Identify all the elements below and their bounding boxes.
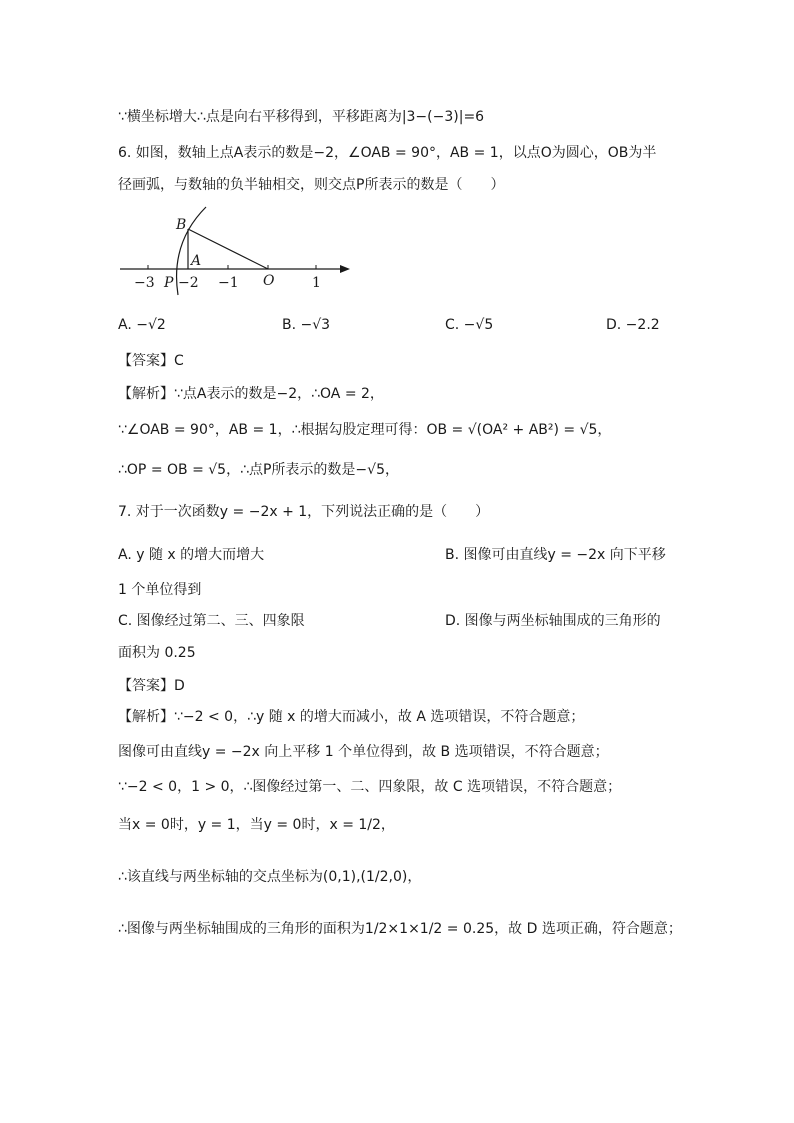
q7-explanation-line-6: ∴图像与两坐标轴围成的三角形的面积为1/2×1×1/2 = 0.25，故 D 选项正确，符合题意； [118, 921, 682, 937]
q7-option-d: D. 图像与两坐标轴围成的三角形的 [445, 613, 661, 629]
question-6-stem-line-1: 6. 如图，数轴上点A表示的数是−2，∠OAB = 90°，AB = 1，以点O为圆心，OB为半 [118, 145, 657, 161]
q7-explanation-line-1: 【解析】∵−2 < 0，∴y 随 x 的增大而减小，故 A 选项错误，不符合题意； [118, 709, 585, 725]
q7-explanation-line-5: ∴该直线与两坐标轴的交点坐标为(0,1),(1/2,0)， [118, 869, 422, 885]
point-label-b: B [176, 217, 187, 233]
tick-label-minus-1: −1 [218, 275, 239, 291]
q7-explanation-line-2: 图像可由直线y = −2x 向上平移 1 个单位得到，故 B 选项错误，不符合题意； [118, 744, 609, 760]
point-label-a: A [191, 253, 202, 269]
tick-label-minus-3: −3 [134, 275, 155, 291]
point-label-o: O [263, 273, 275, 289]
q7-answer: 【答案】D [118, 678, 185, 694]
text-line-translation-distance: ∵横坐标增大∴点是向右平移得到，平移距离为|3−(−3)|=6 [118, 109, 485, 125]
q6-option-c: C. −√5 [445, 317, 494, 333]
q6-answer: 【答案】C [118, 353, 184, 369]
question-7-stem: 7. 对于一次函数y = −2x + 1，下列说法正确的是（ ） [118, 504, 490, 520]
q6-explanation-line-1: 【解析】∵点A表示的数是−2，∴OA = 2， [118, 386, 384, 402]
q7-option-d-continued: 面积为 0.25 [118, 645, 196, 661]
tick-label-minus-2: −2 [178, 275, 199, 291]
point-label-p: P [164, 275, 174, 291]
q6-explanation-line-2: ∵∠OAB = 90°，AB = 1，∴根据勾股定理可得：OB = √(OA² + AB²) = √5， [118, 422, 612, 438]
q6-option-b: B. −√3 [282, 317, 331, 333]
question-6-stem-line-2: 径画弧，与数轴的负半轴相交，则交点P所表示的数是（ ） [118, 177, 505, 193]
number-line-figure [118, 203, 358, 298]
q7-option-c: C. 图像经过第二、三、四象限 [118, 613, 305, 629]
q7-option-a: A. y 随 x 的增大而增大 [118, 547, 265, 563]
tick-label-1: 1 [312, 275, 321, 291]
q6-explanation-line-3: ∴OP = OB = √5，∴点P所表示的数是−√5， [118, 462, 399, 478]
q6-option-a: A. −√2 [118, 317, 166, 333]
axis-arrow-icon [340, 265, 350, 273]
q7-explanation-line-3: ∵−2 < 0，1 > 0，∴图像经过第一、二、四象限，故 C 选项错误，不符合题意； [118, 779, 622, 795]
q7-explanation-line-4: 当x = 0时，y = 1，当y = 0时，x = 1/2， [118, 817, 395, 833]
q7-option-b: B. 图像可由直线y = −2x 向下平移 [445, 547, 666, 563]
q6-option-d: D. −2.2 [606, 317, 660, 333]
q7-option-b-continued: 1 个单位得到 [118, 582, 202, 598]
